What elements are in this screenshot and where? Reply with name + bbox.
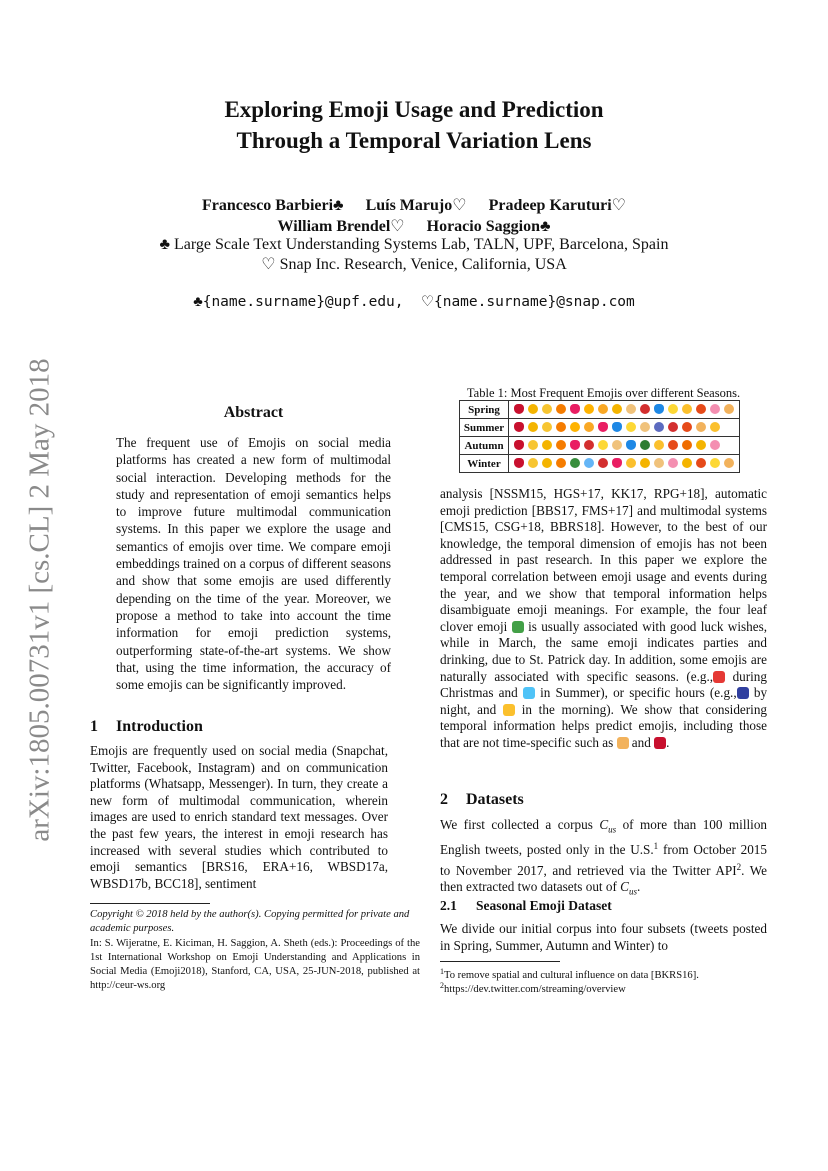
intro-text-part: and xyxy=(631,734,651,750)
section-title: Datasets xyxy=(466,791,524,808)
corpus-subscript: us xyxy=(628,887,637,898)
author-name: William Brendel♡ xyxy=(277,218,405,235)
fire-icon xyxy=(556,440,566,450)
jack-o-lantern-icon xyxy=(682,440,692,450)
intro-text-part: in the morning). We show that considering temporal information helps predict emojis, including those that are not time-specific such as xyxy=(440,701,768,750)
email-symbol: ♣ xyxy=(193,294,203,310)
author-name: Pradeep Karuturi♡ xyxy=(488,197,627,214)
party-popper-icon xyxy=(696,458,706,468)
red-heart-icon xyxy=(514,458,524,468)
footnote-ref[interactable]: 2 xyxy=(736,861,742,872)
intro-text-part: during Christmas and xyxy=(440,668,767,701)
datasets-text-part: . We then extracted two datasets out of xyxy=(440,862,767,895)
heart-eyes-icon xyxy=(528,404,538,414)
season-label: Autumn xyxy=(460,437,509,455)
flexed-biceps-icon xyxy=(696,422,706,432)
email-snap[interactable]: {name.surname}@snap.com xyxy=(433,294,635,310)
intro-text-part: in Summer), or specific hours (e.g., xyxy=(540,685,737,701)
revolving-hearts-icon xyxy=(570,404,580,414)
pine-icon xyxy=(640,440,650,450)
joy-icon xyxy=(542,404,552,414)
intro-text-part: is usually associated with good luck wishes, while in March, the same emoji indicates parties and drinking, due to St. Patrick day. In addition, some emojis are naturally associated with specific seasons. (e.g., xyxy=(440,618,768,684)
season-label: Spring xyxy=(460,401,509,419)
author-name: Francesco Barbieri♣ xyxy=(201,197,344,214)
emoji-cell xyxy=(509,437,740,455)
beach-umbrella-icon xyxy=(523,687,535,699)
footnote-link[interactable]: https://dev.twitter.com/streaming/overview xyxy=(444,984,626,995)
revolving-hearts-icon xyxy=(612,458,622,468)
sunglasses-icon xyxy=(584,422,594,432)
blue-heart-icon xyxy=(626,440,636,450)
snowflake-icon xyxy=(584,458,594,468)
blue-heart-icon xyxy=(654,404,664,414)
fire-icon xyxy=(556,404,566,414)
flexed-biceps-icon xyxy=(617,737,629,749)
smiling-icon xyxy=(682,404,692,414)
subsection-title: Seasonal Emoji Dataset xyxy=(476,898,612,913)
authors-line-1 xyxy=(0,195,828,216)
datasets-text: We first collected a corpus $C_{us}$ of more than 100 million English tweets, posted only in the U.S.$^1$ from October 2015 to November 2017, and retrieved via the Twitter API$^2$. We then extracted two datasets out of $C_{us}$. xyxy=(440,817,768,898)
footnote-ref[interactable]: 1 xyxy=(653,841,659,852)
hundred-icon xyxy=(584,440,594,450)
emoji-cell xyxy=(509,455,740,473)
four-leaf-clover-icon xyxy=(512,621,524,633)
footnote-2 xyxy=(440,979,770,997)
footnote-number: 2 xyxy=(440,981,444,990)
hundred-icon xyxy=(640,404,650,414)
party-popper-icon xyxy=(696,404,706,414)
title-line-2: Through a Temporal Variation Lens xyxy=(236,128,592,153)
emoji-season-table xyxy=(459,400,740,473)
emoji-cell xyxy=(509,401,740,419)
emails xyxy=(0,294,828,311)
red-heart-icon xyxy=(514,422,524,432)
table-row xyxy=(460,437,740,455)
sparkles-icon xyxy=(668,404,678,414)
smiling-icon xyxy=(710,422,720,432)
author-name: Horacio Saggion♣ xyxy=(426,218,551,235)
fire-icon xyxy=(556,422,566,432)
season-label: Summer xyxy=(460,419,509,437)
smiling-icon xyxy=(626,458,636,468)
table-row xyxy=(460,419,740,437)
corpus-letter: C xyxy=(620,879,629,895)
fire-icon xyxy=(556,458,566,468)
corpus-letter: C xyxy=(599,817,609,832)
santa-icon xyxy=(713,671,725,683)
affiliation-snap: ♡ Snap Inc. Research, Venice, California, USA xyxy=(261,256,567,273)
season-label: Winter xyxy=(460,455,509,473)
table-row xyxy=(460,455,740,473)
kiss-icon xyxy=(710,404,720,414)
raised-hands-icon xyxy=(612,440,622,450)
section-number: 2 xyxy=(440,791,448,808)
raised-hands-icon xyxy=(640,422,650,432)
section-title: Introduction xyxy=(116,718,203,735)
heart-eyes-icon xyxy=(696,440,706,450)
title-line-1: Exploring Emoji Usage and Prediction xyxy=(224,97,604,122)
hundred-icon xyxy=(598,458,608,468)
party-popper-icon xyxy=(668,440,678,450)
table-caption: Table 1: Most Frequent Emojis over different Seasons. xyxy=(466,386,741,400)
corpus-symbol xyxy=(620,879,637,898)
author-name: Luís Marujo♡ xyxy=(365,197,467,214)
corpus-subscript: us xyxy=(608,824,617,835)
kiss-icon xyxy=(668,458,678,468)
red-heart-icon xyxy=(514,440,524,450)
section-heading-introduction xyxy=(90,718,203,736)
revolving-hearts-icon xyxy=(570,440,580,450)
flexed-biceps-icon xyxy=(724,404,734,414)
authors xyxy=(0,195,828,237)
night-city-icon xyxy=(737,687,749,699)
heart-eyes-icon xyxy=(682,458,692,468)
datasets-text-part: from October 2015 to November 2017, and retrieved via the Twitter API xyxy=(440,842,767,878)
flexed-biceps-icon xyxy=(724,458,734,468)
proceedings-note: In: S. Wijeratne, E. Kiciman, H. Saggion, A. Sheth (eds.): Proceedings of the 1st International Workshop on Emoji Understanding and Applications in Social Media (Emoji2018), Stanford, CA, USA, 25-JUN-2018, published at http://ceur-ws.org xyxy=(90,938,420,991)
red-heart-icon xyxy=(654,737,666,749)
heart-eyes-icon xyxy=(542,458,552,468)
affiliation-upf: ♣ Large Scale Text Understanding Systems Lab, TALN, UPF, Barcelona, Spain xyxy=(159,236,669,253)
sun-icon xyxy=(584,404,594,414)
section-heading-datasets xyxy=(440,791,524,809)
sparkles-icon xyxy=(626,422,636,432)
abstract-text: The frequent use of Emojis on social media platforms has created a new form of multimodal social interaction. Developing methods for the study and representation of emoji semantics helps to improve future multimodal communication systems. In this paper we explore the usage and semantics of emojis over time. We compare emoji embeddings trained on a corpus of different seasons and show that some emojis are used differently depending on the time of the year. Moreover, we propose a method to take into account the time information for emoji prediction systems, outperforming state-of-the-art systems. We show that, using the time information, the accuracy of some emojis can be significantly improved. xyxy=(116,435,391,693)
intro-text-part: analysis [NSSM15, HGS+17, KK17, RPG+18], automatic emoji prediction [BBS17, FMS+17] and multimodal systems [CMS15, CSG+18, BBRS18]. However, to the best of our knowledge, the temporal dimension of emojis has not been addressed in past research. In this paper we explore the temporal correlation between emoji usage and events during the year, and we show that temporal information helps disambiguate emoji meanings. For example, the four leaf clover emoji xyxy=(440,486,767,634)
sunglasses-icon xyxy=(598,404,608,414)
intro-text-part: by night, and xyxy=(440,685,768,717)
seasonal-dataset-text: We divide our initial corpus into four subsets (tweets posted in Spring, Summer, Autumn and Winter) to xyxy=(440,921,767,953)
raised-hands-icon xyxy=(626,404,636,414)
christmas-tree-icon xyxy=(570,458,580,468)
sunrise-icon xyxy=(503,704,515,716)
red-heart-icon xyxy=(514,404,524,414)
joy-icon xyxy=(528,458,538,468)
footnote-divider xyxy=(440,961,560,962)
subsection-number: 2.1 xyxy=(440,898,457,913)
joy-icon xyxy=(528,440,538,450)
party-popper-icon xyxy=(682,422,692,432)
hundred-icon xyxy=(668,422,678,432)
sparkles-icon xyxy=(710,458,720,468)
email-upf[interactable]: {name.surname}@upf.edu, xyxy=(202,294,404,310)
abstract-heading: Abstract xyxy=(223,404,284,421)
flag-icon xyxy=(654,422,664,432)
revolving-hearts-icon xyxy=(598,422,608,432)
sun-icon xyxy=(570,422,580,432)
footnote-text: To remove spatial and cultural influence on data [BKRS16]. xyxy=(444,970,699,981)
affiliations xyxy=(0,235,828,275)
section-number: 1 xyxy=(90,718,98,735)
intro-continued-text: analysis [NSSM15, HGS+17, KK17, RPG+18], automatic emoji prediction [BBS17, FMS+17] and multimodal systems [CMS15, CSG+18, BBRS18]. However, to the best of our knowledge, the temporal dimension of emojis has not been addressed in past research. In this paper we explore the temporal correlation between emoji usage and events during the year, and we show that temporal information helps disambiguate emoji meanings. For example, the four leaf clover emoji is usually associated with good luck wishes, while in March, the same emoji indicates parties and drinking, due to St. Patrick day. In addition, some emojis are naturally associated with specific seasons. (e.g., during Christmas and in Summer), or specific hours (e.g., by night, and in the morning). We show that considering temporal information helps predict emojis, including those that are not time-specific such as and . xyxy=(440,486,768,750)
emoji-cell xyxy=(509,419,740,437)
sparkles-icon xyxy=(598,440,608,450)
introduction-text: Emojis are frequently used on social media (Snapchat, Twitter, Facebook, Instagram) and on communication platforms (Whatsapp, Messenger). In turn, they create a new form of multimodal communication, wherein images are used to enrich standard text messages. Over the past few years, the interest in emoji research has increased with several studies which contributed to emoji semantics [BRS16, ERA+16, WBSD17a, WBSD17b, BCC18], sentiment xyxy=(90,743,388,891)
kiss-icon xyxy=(710,440,720,450)
authors-line-2 xyxy=(0,216,828,237)
heart-eyes-icon xyxy=(612,404,622,414)
heart-eyes-icon xyxy=(528,422,538,432)
subsection-heading xyxy=(440,898,612,914)
footnote-divider xyxy=(90,903,210,904)
datasets-text-part: of more than 100 million English tweets, posted only in the U.S. xyxy=(440,817,768,858)
corpus-symbol xyxy=(599,817,617,835)
copyright-note: Copyright © 2018 held by the author(s). Copying permitted for private and academic purposes. xyxy=(90,909,410,934)
email-symbol: ♡ xyxy=(420,294,434,310)
arxiv-stamp: arXiv:1805.00731v1 [cs.CL] 2 May 2018 xyxy=(23,358,56,842)
raised-hands-icon xyxy=(654,458,664,468)
heart-eyes-icon xyxy=(640,458,650,468)
blue-heart-icon xyxy=(612,422,622,432)
joy-icon xyxy=(542,422,552,432)
datasets-text-part: We first collected a corpus xyxy=(440,817,593,832)
heart-eyes-icon xyxy=(542,440,552,450)
table-row xyxy=(460,401,740,419)
footnote-number: 1 xyxy=(440,967,444,976)
smiling-icon xyxy=(654,440,664,450)
paper-title xyxy=(0,94,828,156)
